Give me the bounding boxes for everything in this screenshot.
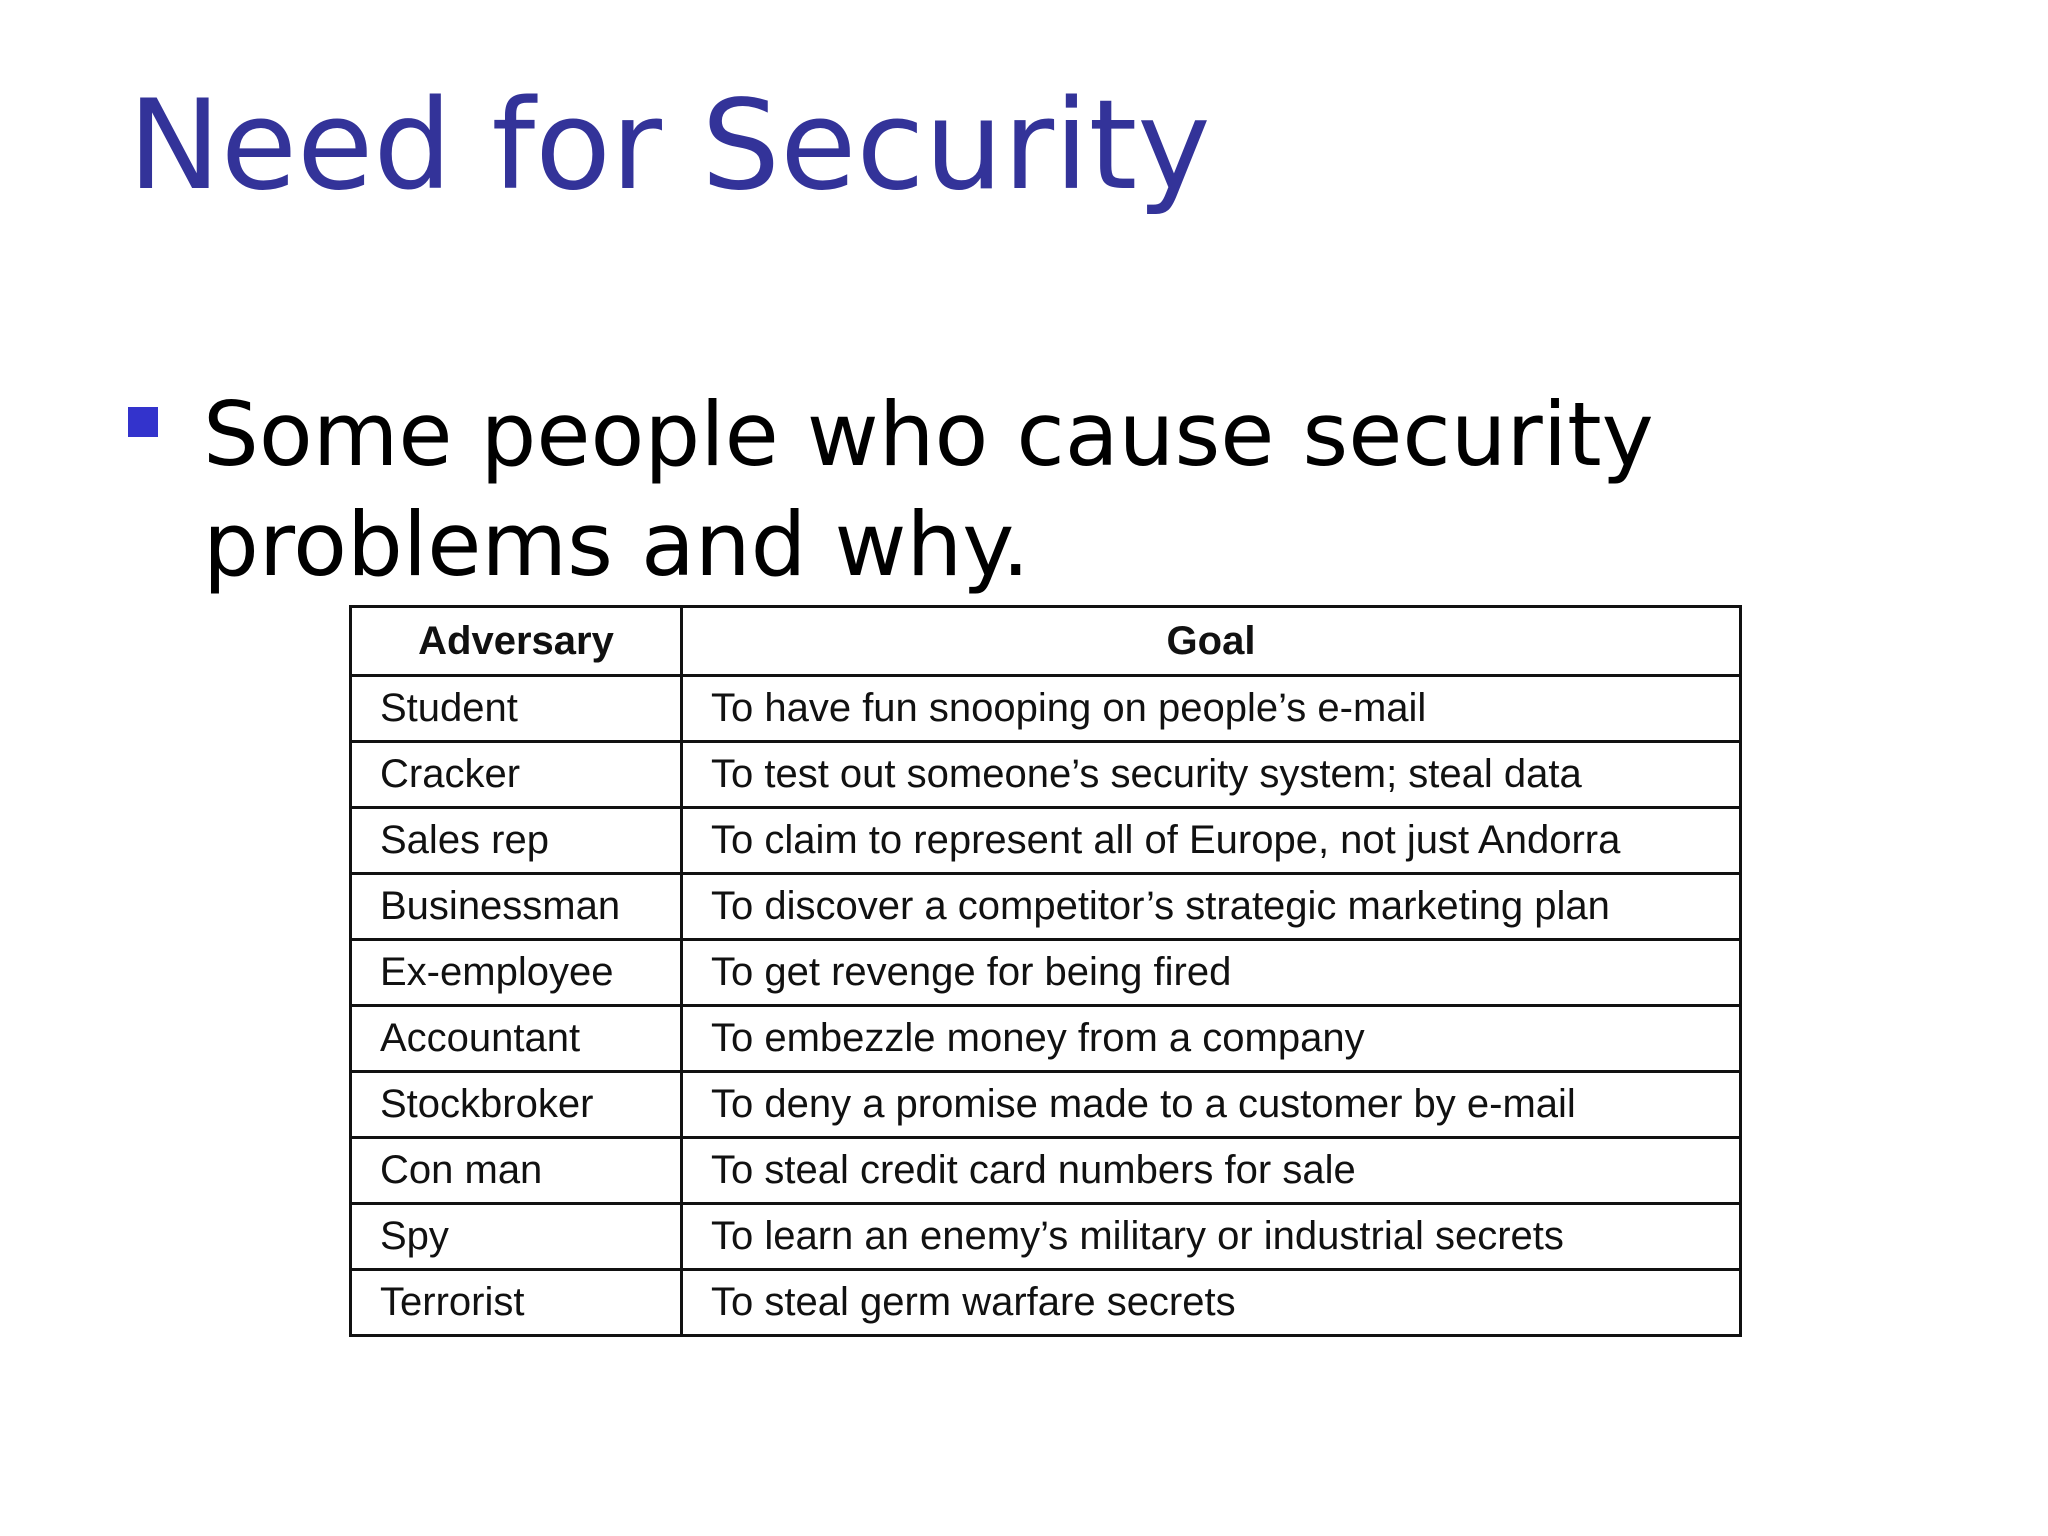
goal-cell: To embezzle money from a company (681, 1006, 1740, 1072)
table-row (351, 1204, 1741, 1270)
adversary-cell: Sales rep (351, 808, 682, 874)
table-row (351, 874, 1741, 940)
goal-cell: To learn an enemy’s military or industrial secrets (681, 1204, 1740, 1270)
adversary-cell: Ex-employee (351, 940, 682, 1006)
adversary-cell: Cracker (351, 742, 682, 808)
header-adversary: Adversary (351, 607, 682, 676)
adversary-cell: Student (351, 676, 682, 742)
table-row (351, 1006, 1741, 1072)
adversary-table (349, 605, 1742, 1337)
adversary-cell: Spy (351, 1204, 682, 1270)
table-row (351, 940, 1741, 1006)
adversary-cell: Stockbroker (351, 1072, 682, 1138)
table-row (351, 1270, 1741, 1336)
goal-cell: To steal credit card numbers for sale (681, 1138, 1740, 1204)
adversary-cell: Con man (351, 1138, 682, 1204)
goal-cell: To discover a competitor’s strategic marketing plan (681, 874, 1740, 940)
goal-cell: To have fun snooping on people’s e-mail (681, 676, 1740, 742)
bullet-text: Some people who cause security problems and why. (203, 383, 1654, 596)
table-row (351, 1138, 1741, 1204)
header-goal: Goal (681, 607, 1740, 676)
adversary-cell: Terrorist (351, 1270, 682, 1336)
goal-cell: To steal germ warfare secrets (681, 1270, 1740, 1336)
goal-cell: To deny a promise made to a customer by e-mail (681, 1072, 1740, 1138)
adversary-cell: Businessman (351, 874, 682, 940)
table-header-row (351, 607, 1741, 676)
table-row (351, 808, 1741, 874)
square-bullet-icon (128, 407, 158, 437)
table-row (351, 742, 1741, 808)
goal-cell: To get revenge for being fired (681, 940, 1740, 1006)
table-row (351, 676, 1741, 742)
goal-cell: To claim to represent all of Europe, not just Andorra (681, 808, 1740, 874)
goal-cell: To test out someone’s security system; steal data (681, 742, 1740, 808)
adversary-cell: Accountant (351, 1006, 682, 1072)
slide-title: Need for Security (128, 74, 1211, 218)
table-row (351, 1072, 1741, 1138)
